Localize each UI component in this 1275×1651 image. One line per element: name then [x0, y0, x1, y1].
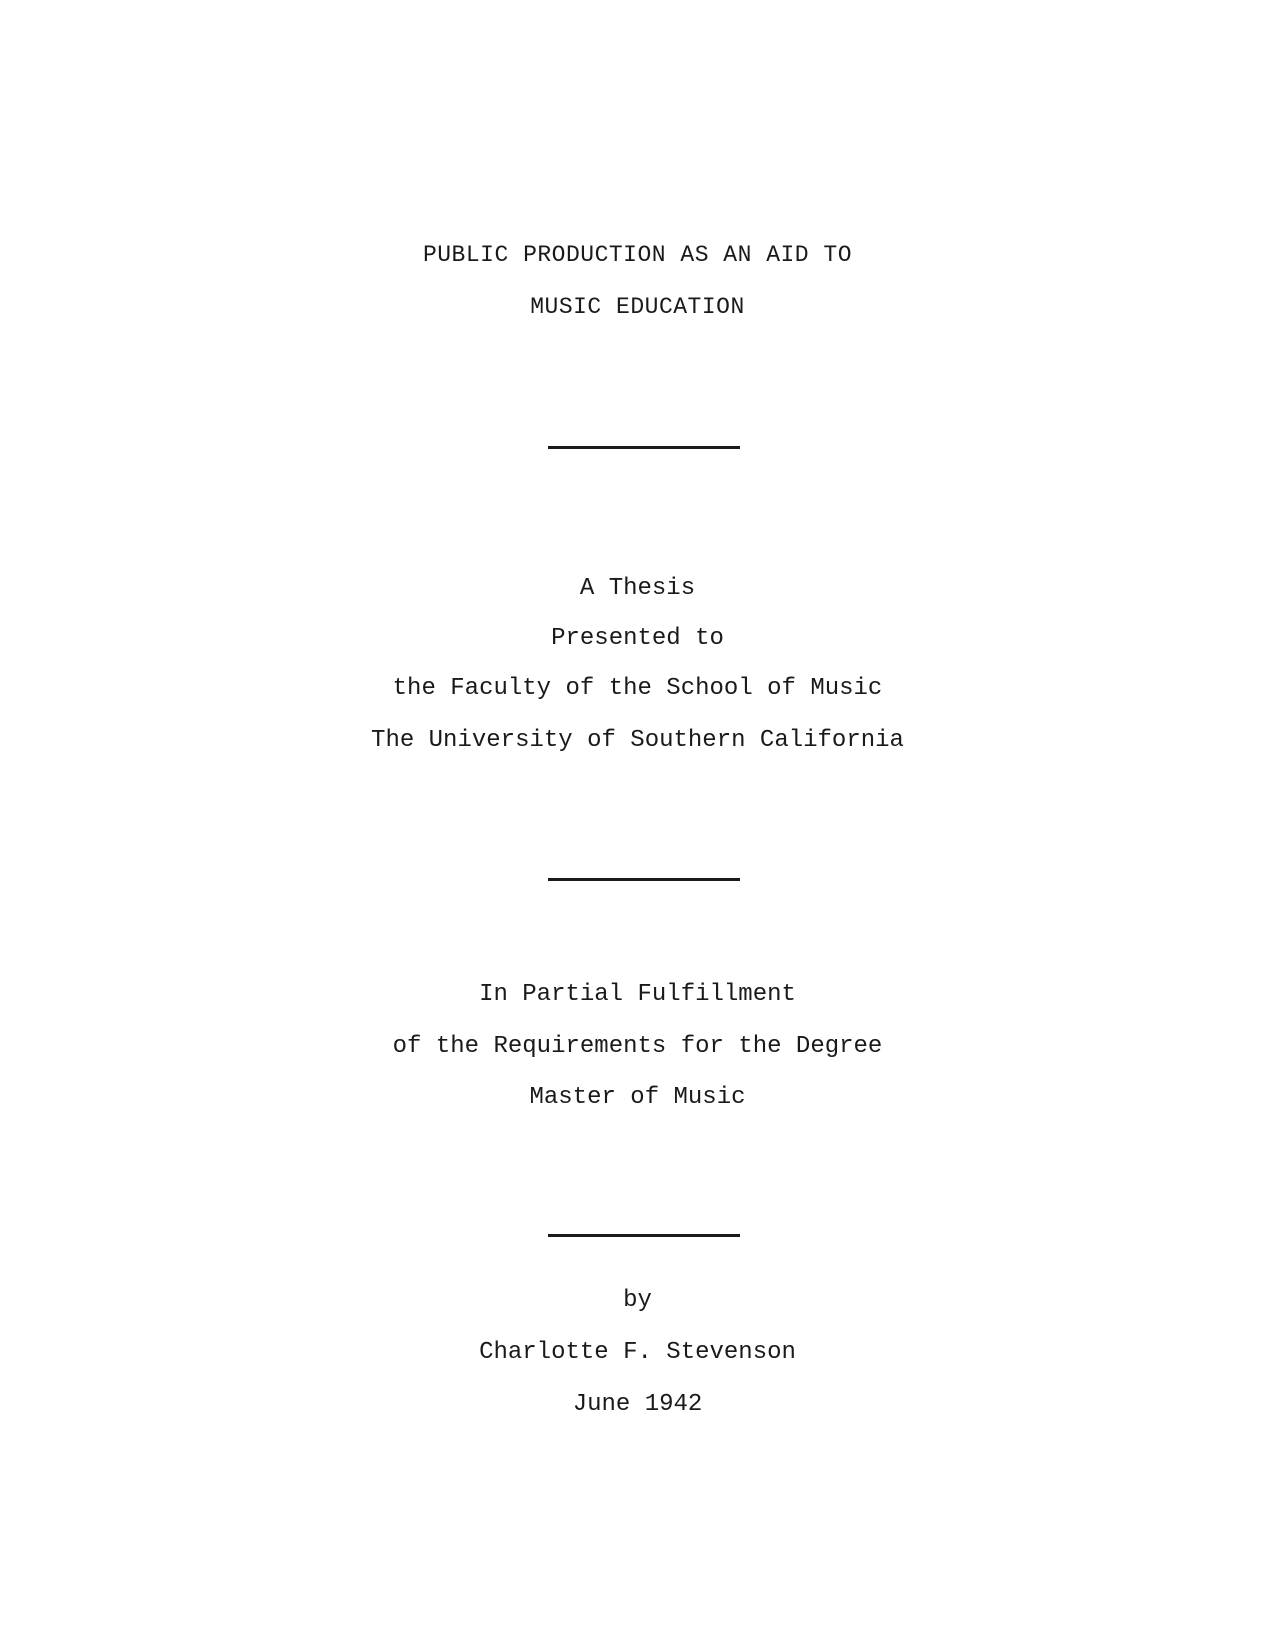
- thesis-title-line-2: MUSIC EDUCATION: [530, 294, 745, 320]
- date-line: June 1942: [572, 1391, 703, 1418]
- by-line: by: [623, 1287, 652, 1314]
- divider-rule-1: [548, 446, 740, 449]
- university-line: The University of Southern California: [371, 727, 904, 754]
- divider-rule-2: [548, 878, 740, 881]
- divider-rule-3: [548, 1234, 740, 1237]
- thesis-title-line-1: PUBLIC PRODUCTION AS AN AID TO: [422, 242, 853, 268]
- author-name: Charlotte F. Stevenson: [479, 1339, 796, 1366]
- partial-fulfillment-line: In Partial Fulfillment: [479, 981, 796, 1008]
- degree-line: Master of Music: [529, 1084, 746, 1111]
- thesis-label: A Thesis: [579, 575, 696, 602]
- requirements-line: of the Requirements for the Degree: [392, 1033, 883, 1060]
- faculty-line: the Faculty of the School of Music: [392, 675, 883, 702]
- presented-to-line: Presented to: [551, 625, 724, 652]
